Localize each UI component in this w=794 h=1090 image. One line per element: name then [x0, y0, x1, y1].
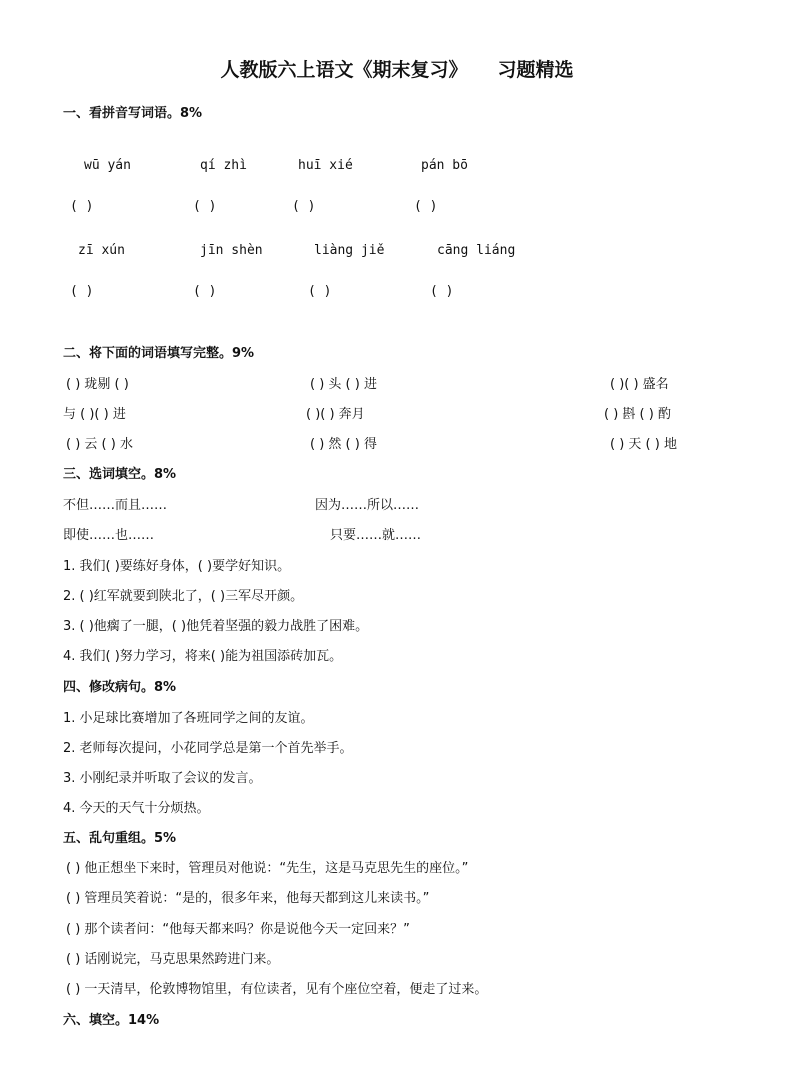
- answer-blank[interactable]: ( ): [70, 284, 94, 299]
- pinyin: pán bō: [421, 158, 468, 173]
- answer-blank[interactable]: ( ): [430, 284, 454, 299]
- section-6-heading: 六、填空。14%: [63, 1013, 160, 1028]
- answer-blank[interactable]: ( ): [193, 284, 217, 299]
- idiom-blank[interactable]: ( ) 珑剔 ( ): [66, 377, 129, 392]
- sentence-item: 1. 小足球比赛增加了各班同学之间的友谊。: [63, 711, 314, 726]
- word-option: 即使……也……: [63, 528, 155, 543]
- reorder-item[interactable]: ( ) 话刚说完，马克思果然跨进门来。: [66, 952, 280, 967]
- answer-blank[interactable]: ( ): [308, 284, 332, 299]
- pinyin: jīn shèn: [200, 243, 263, 258]
- pinyin: cāng liáng: [437, 243, 516, 258]
- answer-blank[interactable]: ( ): [70, 199, 94, 214]
- idiom-blank[interactable]: ( )( ) 盛名: [610, 377, 669, 392]
- section-1-heading: 一、看拼音写词语。8%: [63, 106, 203, 121]
- title-sub: 习题精选: [497, 59, 574, 81]
- section-5-heading: 五、乱句重组。5%: [63, 831, 177, 846]
- section-2-heading: 二、将下面的词语填写完整。9%: [63, 346, 255, 361]
- question-item[interactable]: 1. 我们( )要练好身体，( )要学好知识。: [63, 559, 291, 574]
- answer-blank[interactable]: ( ): [193, 199, 217, 214]
- idiom-blank[interactable]: ( ) 然 ( ) 得: [310, 437, 377, 452]
- question-item[interactable]: 4. 我们( )努力学习，将来( )能为祖国添砖加瓦。: [63, 649, 343, 664]
- idiom-blank[interactable]: 与 ( )( ) 进: [63, 407, 126, 422]
- question-item[interactable]: 2. ( )红军就要到陕北了，( )三军尽开颜。: [63, 589, 304, 604]
- reorder-item[interactable]: ( ) 他正想坐下来时，管理员对他说：“先生，这是马克思先生的座位。”: [66, 861, 469, 876]
- section-3-heading: 三、选词填空。8%: [63, 467, 177, 482]
- sentence-item: 4. 今天的天气十分烦热。: [63, 801, 210, 816]
- idiom-blank[interactable]: ( ) 斟 ( ) 酌: [604, 407, 671, 422]
- pinyin: liàng jiě: [314, 243, 385, 258]
- answer-blank[interactable]: ( ): [414, 199, 438, 214]
- section-4-heading: 四、修改病句。8%: [63, 680, 177, 695]
- pinyin: zī xún: [78, 243, 125, 258]
- page-title: [0, 55, 794, 82]
- idiom-blank[interactable]: ( )( ) 奔月: [306, 407, 365, 422]
- pinyin: huī xié: [298, 158, 353, 173]
- idiom-blank[interactable]: ( ) 头 ( ) 进: [310, 377, 377, 392]
- title-main: 人教版六上语文《期末复习》: [220, 59, 468, 81]
- sentence-item: 3. 小刚纪录并听取了会议的发言。: [63, 771, 262, 786]
- reorder-item[interactable]: ( ) 那个读者问：“他每天都来吗？你是说他今天一定回来？”: [66, 922, 410, 937]
- idiom-blank[interactable]: ( ) 云 ( ) 水: [66, 437, 133, 452]
- word-option: 只要……就……: [330, 528, 422, 543]
- pinyin: qí zhì: [200, 158, 247, 173]
- pinyin: wū yán: [84, 158, 131, 173]
- word-option: 不但……而且……: [63, 498, 168, 513]
- word-option: 因为……所以……: [315, 498, 420, 513]
- idiom-blank[interactable]: ( ) 天 ( ) 地: [610, 437, 677, 452]
- reorder-item[interactable]: ( ) 一天清早，伦敦博物馆里，有位读者，见有个座位空着，便走了过来。: [66, 982, 488, 997]
- answer-blank[interactable]: ( ): [292, 199, 316, 214]
- sentence-item: 2. 老师每次提问，小花同学总是第一个首先举手。: [63, 741, 353, 756]
- question-item[interactable]: 3. ( )他瘸了一腿，( )他凭着坚强的毅力战胜了困难。: [63, 619, 369, 634]
- reorder-item[interactable]: ( ) 管理员笑着说：“是的，很多年来，他每天都到这儿来读书。”: [66, 891, 430, 906]
